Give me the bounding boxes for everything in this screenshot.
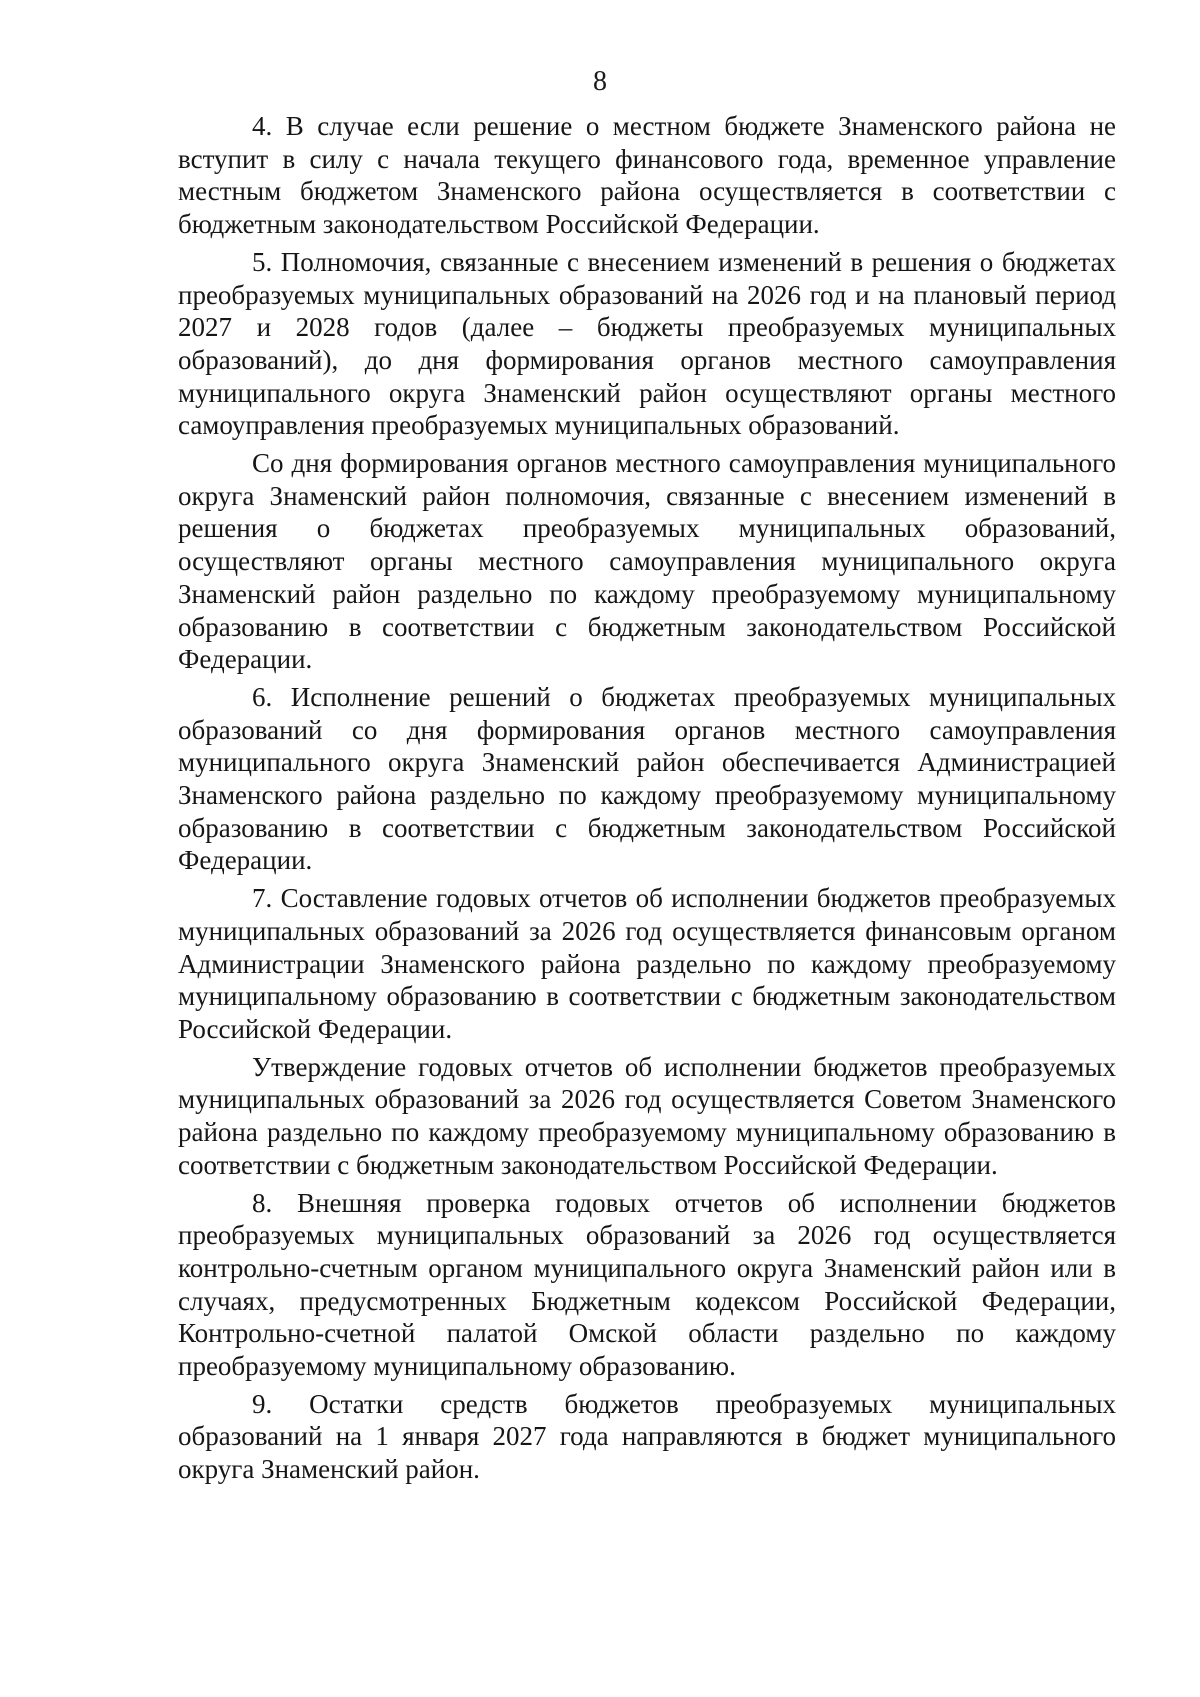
paragraph-item-5-continued: Со дня формирования органов местного самоуправления муниципального округа Знаменский район полномочия, связанные с внесением изменений в решения о бюджетах преобразуемых муниципальных образований, осуществляют органы местного самоуправления муниципального округа Знаменский район раздельно по каждому преобразуемому муниципальному образованию в соответствии с бюджетным законодательством Российской Федерации. (178, 448, 1116, 675)
paragraph-item-6: 6. Исполнение решений о бюджетах преобразуемых муниципальных образований со дня формирования органов местного самоуправления муниципального округа Знаменский район обеспечивается Администрацией Знаменского района раздельно по каждому преобразуемому муниципальному образованию в соответствии с бюджетным законодательством Российской Федерации. (178, 681, 1116, 876)
paragraph-item-7-continued: Утверждение годовых отчетов об исполнении бюджетов преобразуемых муниципальных образований за 2026 год осуществляется Советом Знаменского района раздельно по каждому преобразуемому муниципальному образованию в соответствии с бюджетным законодательством Российской Федерации. (178, 1051, 1116, 1180)
paragraph-item-8: 8. Внешняя проверка годовых отчетов об исполнении бюджетов преобразуемых муниципальных образований за 2026 год осуществляется контрольно-счетным органом муниципального округа Знаменский район или в случаях, предусмотренных Бюджетным кодексом Российской Федерации, Контрольно-счетной палатой Омской области раздельно по каждому преобразуемому муниципальному образованию. (178, 1187, 1116, 1382)
page-number: 8 (593, 66, 607, 97)
paragraph-item-4: 4. В случае если решение о местном бюджете Знаменского района не вступит в силу с начала текущего финансового года, временное управление местным бюджетом Знаменского района осуществляется в соответствии с бюджетным законодательством Российской Федерации. (178, 111, 1116, 240)
paragraph-item-7: 7. Составление годовых отчетов об исполнении бюджетов преобразуемых муниципальных образований за 2026 год осуществляется финансовым органом Администрации Знаменского района раздельно по каждому преобразуемому муниципальному образованию в соответствии с бюджетным законодательством Российской Федерации. (178, 883, 1116, 1044)
paragraph-item-9: 9. Остатки средств бюджетов преобразуемых муниципальных образований на 1 января 2027 года направляются в бюджет муниципального округа Знаменский район. (178, 1388, 1116, 1485)
paragraph-item-5: 5. Полномочия, связанные с внесением изменений в решения о бюджетах преобразуемых муниципальных образований на 2026 год и на плановый период 2027 и 2028 годов (далее – бюджеты преобразуемых муниципальных образований), до дня формирования органов местного самоуправления муниципального округа Знаменский район осуществляют органы местного самоуправления преобразуемых муниципальных образований. (178, 246, 1116, 441)
document-body (178, 110, 1116, 1491)
